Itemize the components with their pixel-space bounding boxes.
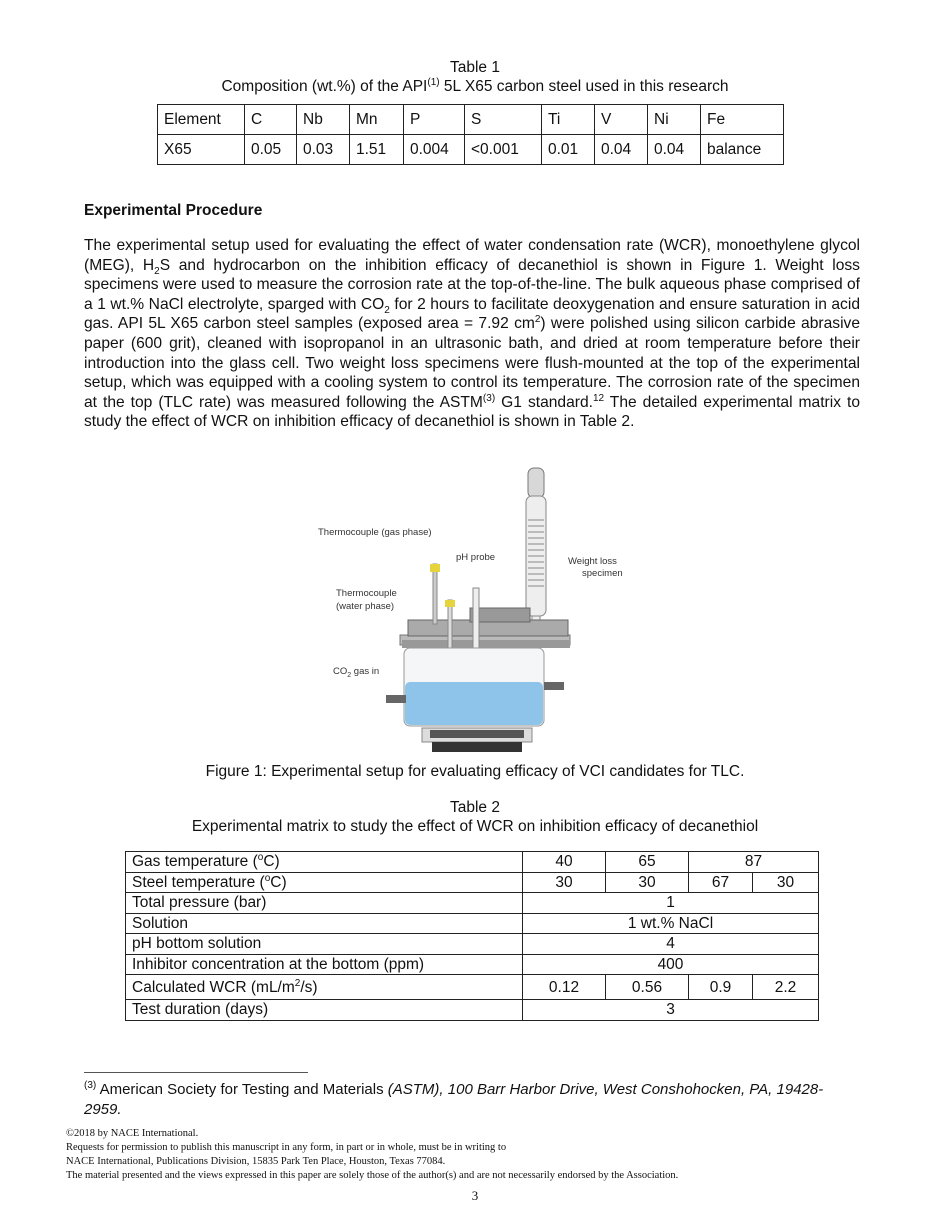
- row-label: Solution: [126, 913, 523, 934]
- copyright-line: ©2018 by NACE International.: [66, 1128, 199, 1139]
- caption-sup: (1): [427, 76, 440, 88]
- table-cell: <0.001: [465, 135, 542, 165]
- table-row: [126, 913, 819, 934]
- text: American Society for Testing and Materials: [96, 1081, 388, 1098]
- sub: 2: [384, 304, 390, 316]
- table-cell: P: [404, 105, 465, 135]
- table-cell: Ni: [648, 105, 701, 135]
- copyright-line: The material presented and the views expressed in this paper are solely those of the author(s) and are not necessarily endorsed by the Association.: [66, 1170, 679, 1181]
- table-cell: 40: [523, 852, 606, 873]
- table-cell: 0.9: [689, 975, 753, 1000]
- table-cell: Mn: [350, 105, 404, 135]
- table-cell: 65: [606, 852, 689, 873]
- table1-caption: [0, 77, 950, 96]
- table-cell: 0.05: [245, 135, 297, 165]
- sup: 2: [294, 977, 301, 989]
- table1: [157, 104, 784, 165]
- page-number: 3: [471, 1188, 479, 1203]
- footnote: [84, 1080, 860, 1120]
- table2-caption: Experimental matrix to study the effect of WCR on inhibition efficacy of decanethiol: [191, 818, 759, 835]
- text: CO: [333, 666, 348, 677]
- table-row: [126, 1000, 819, 1021]
- table2: [125, 851, 819, 1021]
- text: The experimental setup used for evaluating the effect of water condensation rate (WCR), monoethylene glycol (MEG), H: [84, 237, 860, 274]
- copyright-line: Requests for permission to publish this manuscript in any form, in part or in whole, must be in writing to: [66, 1142, 507, 1153]
- table-cell: 67: [689, 872, 753, 893]
- sub: 2: [154, 265, 160, 277]
- copyright-line: NACE International, Publications Division, 15835 Park Ten Place, Houston, Texas 77084.: [66, 1156, 446, 1167]
- label-specimen: specimen: [582, 568, 623, 579]
- table2-label: Table 2: [450, 799, 500, 816]
- row-label: pH bottom solution: [126, 934, 523, 955]
- text: G1 standard.: [495, 393, 593, 411]
- label-thermocouple-water: Thermocouple: [336, 588, 397, 599]
- table-cell: 30: [753, 872, 819, 893]
- sup: 2: [534, 314, 541, 326]
- label-co2-gas-in: [333, 666, 379, 677]
- table-cell: Ti: [542, 105, 595, 135]
- caption-text: Composition (wt.%) of the API: [221, 78, 428, 95]
- section-heading: Experimental Procedure: [84, 202, 263, 219]
- table-row: [126, 852, 819, 873]
- text: Gas temperature (: [132, 853, 258, 871]
- table-cell: S: [465, 105, 542, 135]
- table-cell: 0.01: [542, 135, 595, 165]
- row-label: [126, 872, 523, 893]
- table-cell: Element: [158, 105, 245, 135]
- text: C): [263, 853, 280, 871]
- text: ) were polished using silicon carbide abrasive paper (600 grit), cleaned with isopropanol in an ultrasonic bath, and dried at room temperature before their introduction into the glass cell. Two weight loss specimens were flush-mounted at the top of the experimental setup, which was equipped with a cooling system to control its temperature. The corrosion rate of the specimen at the top (TLC rate) was measured following the ASTM: [84, 315, 860, 411]
- footnote-marker: (3): [84, 1080, 97, 1091]
- label-weight-loss: Weight loss: [568, 556, 617, 567]
- table-cell: Fe: [701, 105, 784, 135]
- sup: o: [264, 872, 271, 884]
- table-row: [126, 934, 819, 955]
- figure1-caption: Figure 1: Experimental setup for evaluating efficacy of VCI candidates for TLC.: [205, 763, 745, 780]
- table-row: [158, 135, 784, 165]
- table-row: [126, 872, 819, 893]
- table-cell: 0.03: [297, 135, 350, 165]
- table1-label: Table 1: [450, 59, 500, 76]
- label-water-phase: (water phase): [336, 601, 395, 612]
- text: S and hydrocarbon on the inhibition efficacy of decanethiol is shown in Figure 1. Weight loss specimens were used to measure the corrosion rate at the top-of-the-line. The bulk aqueous phase comprised of a 1 wt.% NaCl electrolyte, sparged with CO: [84, 256, 860, 313]
- row-label: Test duration (days): [126, 1000, 523, 1021]
- table-cell: Nb: [297, 105, 350, 135]
- row-label: [126, 852, 523, 873]
- table-cell: 1.51: [350, 135, 404, 165]
- table-cell: 0.004: [404, 135, 465, 165]
- text: gas in: [351, 666, 380, 677]
- table-cell: C: [245, 105, 297, 135]
- text: /s): [300, 978, 318, 996]
- table-cell: 1 wt.% NaCl: [523, 913, 819, 934]
- footnote-divider: [84, 1072, 308, 1073]
- table-cell: 4: [523, 934, 819, 955]
- row-label: Inhibitor concentration at the bottom (ppm): [126, 954, 523, 975]
- table-row: [126, 954, 819, 975]
- text: for 2 hours to facilitate deoxygenation and ensure saturation in acid gas. API 5L X65 carbon steel samples (exposed area = 7.92 cm: [84, 295, 860, 333]
- table-cell: V: [595, 105, 648, 135]
- text: Steel temperature (: [132, 873, 265, 891]
- table-row: [126, 975, 819, 1000]
- table-header-row: [158, 105, 784, 135]
- table-cell: balance: [701, 135, 784, 165]
- text-italic: (ASTM), 100 Barr Harbor Drive, West Conshohocken, PA, 19428-2959.: [84, 1081, 824, 1118]
- row-label: [126, 975, 523, 1000]
- label-ph-probe: pH probe: [456, 552, 496, 563]
- table-cell: 0.12: [523, 975, 606, 1000]
- table-cell: 0.04: [595, 135, 648, 165]
- text: Calculated WCR (mL/m: [132, 978, 295, 996]
- text: The detailed experimental matrix to study the effect of WCR on inhibition efficacy of decanethiol is shown in Table 2.: [84, 393, 861, 431]
- table-cell: 0.56: [606, 975, 689, 1000]
- text: C): [270, 873, 287, 891]
- body-paragraph: [84, 236, 860, 432]
- table-cell: 3: [523, 1000, 819, 1021]
- table-cell: 2.2: [753, 975, 819, 1000]
- row-label: Total pressure (bar): [126, 893, 523, 914]
- figure1-apparatus: [300, 460, 640, 760]
- table-cell: 1: [523, 893, 819, 914]
- table-cell: 0.04: [648, 135, 701, 165]
- table-cell: 30: [606, 872, 689, 893]
- label-thermocouple-gas: Thermocouple (gas phase): [318, 527, 432, 538]
- table-cell: 87: [689, 852, 819, 873]
- caption-text: 5L X65 carbon steel used in this research: [439, 78, 729, 95]
- sup: 12: [592, 392, 605, 404]
- sub: 2: [347, 671, 352, 679]
- table-cell: X65: [158, 135, 245, 165]
- table-cell: 400: [523, 954, 819, 975]
- sup: o: [257, 852, 264, 864]
- table-row: [126, 893, 819, 914]
- sup: (3): [482, 392, 496, 404]
- table-cell: 30: [523, 872, 606, 893]
